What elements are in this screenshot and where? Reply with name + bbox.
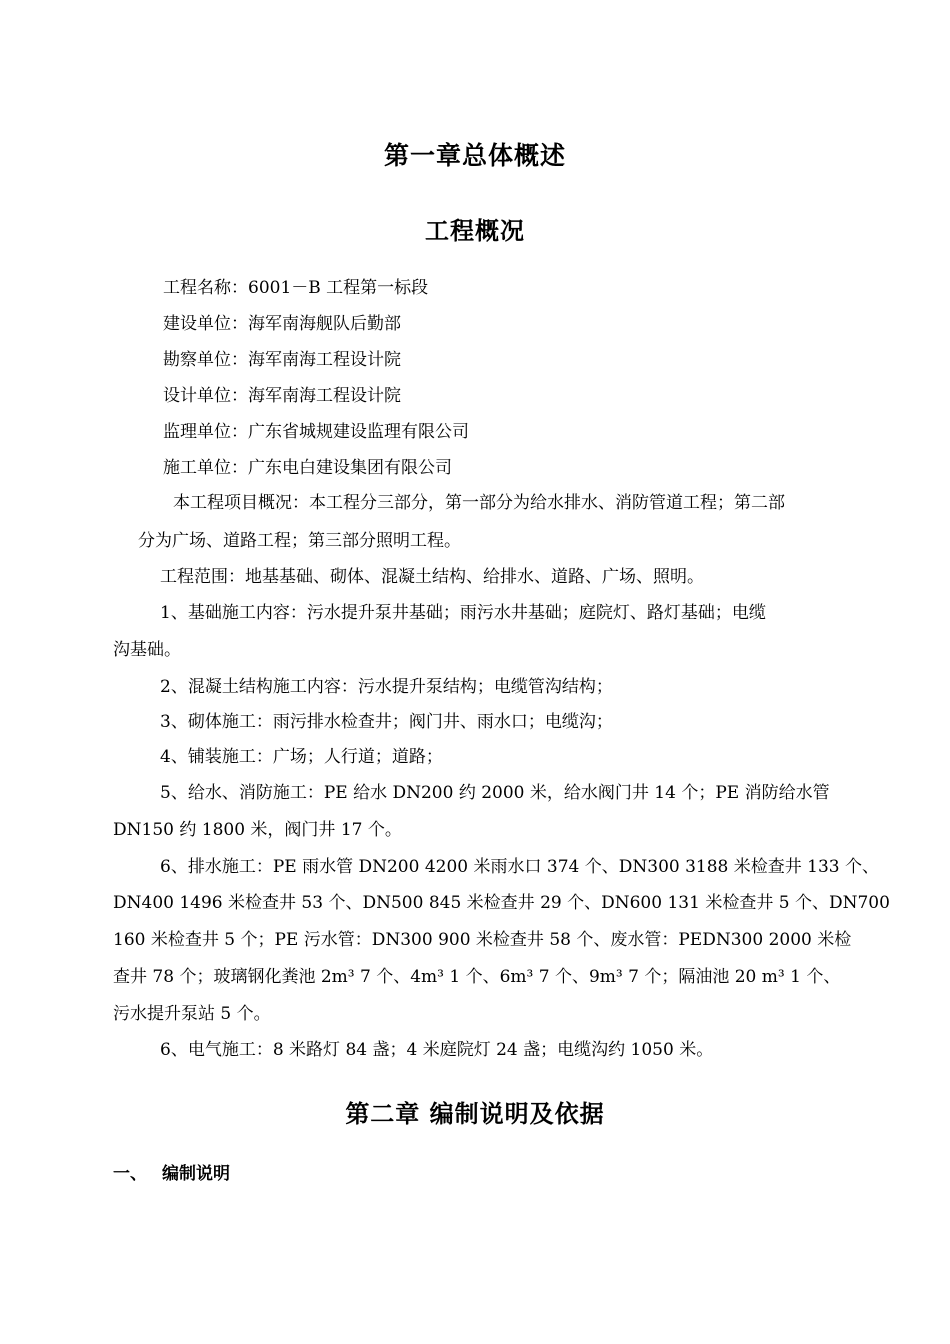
- item-line: 污水提升泵站 5 个。: [113, 1004, 271, 1024]
- section-heading: 编制说明: [162, 1164, 230, 1184]
- info-owner: 建设单位：海军南海舰队后勤部: [163, 314, 401, 334]
- overview-line-2: 分为广场、道路工程；第三部分照明工程。: [138, 531, 461, 551]
- item-line: 4、铺装施工：广场；人行道；道路；: [160, 747, 443, 767]
- item-line: 沟基础。: [113, 640, 181, 660]
- overview-line-1: 本工程项目概况：本工程分三部分，第一部分为给水排水、消防管道工程；第二部: [173, 493, 785, 513]
- item-line: 160 米检查井 5 个；PE 污水管：DN300 900 米检查井 58 个、废水管：PEDN300 2000 米检: [113, 930, 852, 950]
- info-contractor: 施工单位：广东电白建设集团有限公司: [163, 458, 452, 478]
- chapter-title: 第二章 编制说明及依据: [345, 1100, 605, 1128]
- info-supervision: 监理单位：广东省城规建设监理有限公司: [163, 422, 469, 442]
- section-title: 工程概况: [425, 217, 525, 245]
- item-line: 6、电气施工：8 米路灯 84 盏；4 米庭院灯 24 盏；电缆沟约 1050 米。: [160, 1040, 714, 1060]
- info-project-name: 工程名称：6001－B 工程第一标段: [163, 278, 429, 298]
- info-design: 设计单位：海军南海工程设计院: [163, 386, 401, 406]
- section-number: 一、: [113, 1164, 147, 1184]
- item-line: 6、排水施工：PE 雨水管 DN200 4200 米雨水口 374 个、DN300 3188 米检查井 133 个、: [160, 857, 880, 877]
- scope-line: 工程范围：地基基础、砌体、混凝土结构、给排水、道路、广场、照明。: [160, 567, 704, 587]
- item-line: DN150 约 1800 米，阀门井 17 个。: [113, 820, 402, 840]
- chapter-title: 第一章总体概述: [383, 141, 566, 170]
- item-line: 查井 78 个；玻璃钢化粪池 2m³ 7 个、4m³ 1 个、6m³ 7 个、9m³ 7 个；隔油池 20 m³ 1 个、: [113, 967, 841, 987]
- item-line: DN400 1496 米检查井 53 个、DN500 845 米检查井 29 个、DN600 131 米检查井 5 个、DN700: [113, 893, 890, 913]
- item-line: 1、基础施工内容：污水提升泵井基础；雨污水井基础；庭院灯、路灯基础；电缆: [160, 603, 766, 623]
- info-survey: 勘察单位：海军南海工程设计院: [163, 350, 401, 370]
- item-line: 5、给水、消防施工：PE 给水 DN200 约 2000 米，给水阀门井 14 个；PE 消防给水管: [160, 783, 830, 803]
- item-line: 3、砌体施工：雨污排水检查井；阀门井、雨水口；电缆沟；: [160, 712, 613, 732]
- item-line: 2、混凝土结构施工内容：污水提升泵结构；电缆管沟结构；: [160, 677, 613, 697]
